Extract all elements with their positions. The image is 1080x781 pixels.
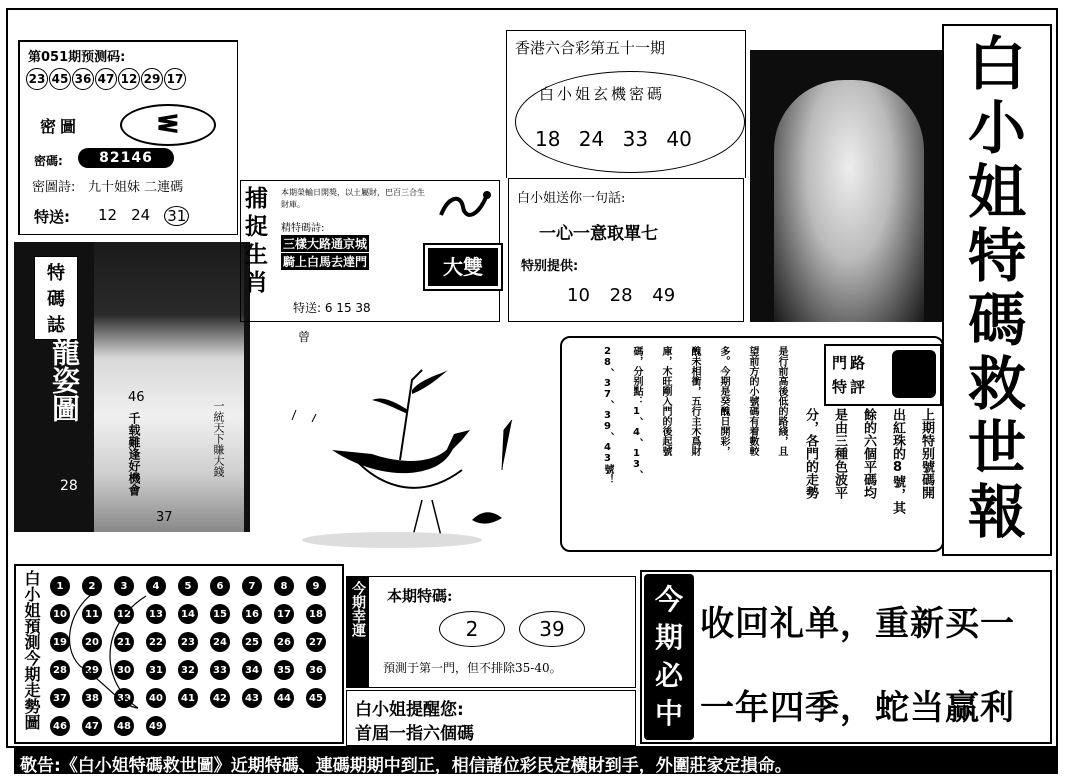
num-28: 28 bbox=[60, 478, 78, 494]
grid-ball: 37 bbox=[50, 688, 70, 708]
title-char: 特 bbox=[967, 222, 1026, 290]
reminder-line2: 首屆一指六個碼 bbox=[355, 724, 474, 744]
period-label: 第051期预测码: bbox=[28, 50, 126, 65]
badge-line2: 特評 bbox=[832, 378, 869, 396]
must-win-char: 今 bbox=[654, 583, 683, 616]
grid-ball: 11 bbox=[82, 604, 102, 624]
trend-curve bbox=[50, 576, 340, 742]
grid-ball: 23 bbox=[178, 632, 198, 652]
ball: 17 bbox=[164, 68, 186, 90]
grid-ball: 47 bbox=[82, 716, 102, 736]
grid-ball: 49 bbox=[146, 716, 166, 736]
review-column: 28、37、39、43號！ bbox=[602, 346, 613, 484]
grid-ball: 20 bbox=[82, 632, 102, 652]
grid-ball: 17 bbox=[274, 604, 294, 624]
grid-ball: 46 bbox=[50, 716, 70, 736]
review-column: 上期特别號碼開 bbox=[919, 408, 934, 499]
num-37: 37 bbox=[156, 510, 173, 525]
grid-ball: 3 bbox=[114, 576, 134, 596]
grid-ball: 14 bbox=[178, 604, 198, 624]
review-column: 碼，分别點：1、4、13、 bbox=[631, 346, 642, 480]
sentence-panel bbox=[508, 178, 744, 322]
grid-ball: 12 bbox=[114, 604, 134, 624]
woman-figure bbox=[94, 242, 244, 532]
mima-value: 82146 bbox=[78, 148, 174, 168]
grid-ball: 42 bbox=[210, 688, 230, 708]
review-badge bbox=[824, 344, 942, 406]
grid-ball: 29 bbox=[82, 660, 102, 680]
ball: 12 bbox=[118, 68, 140, 90]
poem-line2: 騎上白馬去達門 bbox=[283, 255, 368, 269]
footer-text: 敬告:《白小姐特碼救世圖》近期特碼、連碼期期中到正，相信諸位彩民定橫財到手，外圍莊家定損命。 bbox=[20, 756, 792, 776]
title-char: 姐 bbox=[967, 158, 1026, 226]
ball: 23 bbox=[26, 68, 48, 90]
must-win-line1: 收回礼单，重新买一 bbox=[700, 604, 1015, 644]
zodiac-title-char: 肖 bbox=[245, 270, 268, 296]
grid-ball: 13 bbox=[146, 604, 166, 624]
lucky-title: 本期特碼: bbox=[387, 587, 453, 605]
badge-art-icon bbox=[892, 350, 936, 398]
grid-ball: 4 bbox=[146, 576, 166, 596]
right-photo bbox=[750, 50, 942, 322]
grid-ball: 26 bbox=[274, 632, 294, 652]
grid-ball: 27 bbox=[306, 632, 326, 652]
grid-ball: 16 bbox=[242, 604, 262, 624]
grid-ball: 39 bbox=[114, 688, 134, 708]
grid-ball: 22 bbox=[146, 632, 166, 652]
review-column: 是行前高後低的路綫，且 bbox=[776, 346, 787, 456]
tesong-values bbox=[98, 206, 189, 226]
grid-ball: 7 bbox=[242, 576, 262, 596]
special-numbers: 10 28 49 bbox=[567, 285, 676, 306]
grid-ball: 24 bbox=[210, 632, 230, 652]
grid-ball: 41 bbox=[178, 688, 198, 708]
lucky-panel bbox=[346, 576, 636, 688]
special-label: 特别提供: bbox=[521, 259, 579, 274]
grid-ball: 48 bbox=[114, 716, 134, 736]
grid-ball: 45 bbox=[306, 688, 326, 708]
ball: 47 bbox=[95, 68, 117, 90]
lucky-number: 39 bbox=[519, 611, 585, 647]
grid-ball: 40 bbox=[146, 688, 166, 708]
poem-label: 精特碼詩: bbox=[281, 223, 325, 234]
review-column: 多。今期是癸醜日開彩， bbox=[718, 346, 729, 456]
grid-ball: 30 bbox=[114, 660, 134, 680]
zeng-char: 曾 bbox=[298, 330, 311, 344]
da-shuang-badge: 大雙 bbox=[425, 245, 501, 289]
woman-figure-2 bbox=[774, 80, 924, 322]
mitushi-label: 密圖詩: bbox=[32, 180, 76, 195]
grid-ball: 34 bbox=[242, 660, 262, 680]
review-column: 餘的六個平碼均 bbox=[861, 408, 876, 499]
banner-char: 碼 bbox=[47, 289, 65, 310]
hk-panel bbox=[506, 30, 746, 178]
mitu-label: 密圖 bbox=[40, 117, 81, 136]
grid-ball: 43 bbox=[242, 688, 262, 708]
prediction-balls bbox=[26, 68, 187, 90]
grid-side-title: 白小姐預測今期走勢圖 bbox=[22, 570, 41, 730]
title-char: 報 bbox=[967, 478, 1026, 546]
mitu-oval bbox=[120, 104, 216, 146]
grid-ball: 38 bbox=[82, 688, 102, 708]
ball: 29 bbox=[141, 68, 163, 90]
grid-ball: 21 bbox=[114, 632, 134, 652]
zodiac-tesong: 特送: 6 15 38 bbox=[293, 301, 371, 315]
grid-ball: 9 bbox=[306, 576, 326, 596]
hk-oval-title: 白小姐玄機密碼 bbox=[539, 85, 666, 103]
left-photo bbox=[14, 242, 250, 532]
grid-ball: 19 bbox=[50, 632, 70, 652]
grid-ball: 35 bbox=[274, 660, 294, 680]
sentence-title: 白小姐送你一句話: bbox=[517, 191, 626, 206]
zodiac-title-char: 捕 bbox=[245, 186, 268, 212]
grid-ball: 18 bbox=[306, 604, 326, 624]
badge-line1: 門路 bbox=[832, 354, 869, 372]
zodiac-title bbox=[245, 185, 268, 297]
script-text: 龍姿圖 bbox=[48, 338, 81, 422]
grid-ball: 10 bbox=[50, 604, 70, 624]
tesong-label: 特送: bbox=[34, 208, 70, 226]
catch-zodiac-panel bbox=[240, 180, 500, 322]
must-win-panel bbox=[640, 570, 1052, 744]
left-banner bbox=[34, 256, 78, 340]
mitushi-value: 九十姐妹 二連碼 bbox=[88, 180, 184, 195]
hk-title: 香港六合彩第五十一期 bbox=[515, 39, 666, 57]
review-column: 醜未相衝，五行主木爲財 bbox=[689, 346, 700, 456]
tesong-number: 31 bbox=[164, 206, 189, 226]
grid-ball: 44 bbox=[274, 688, 294, 708]
grid-ball: 36 bbox=[306, 660, 326, 680]
bird-painting bbox=[272, 350, 552, 556]
mitu-glyph: ᓬ bbox=[156, 110, 180, 140]
reminder-panel bbox=[346, 690, 636, 746]
lucky-side-text: 今期幸運 bbox=[350, 581, 366, 637]
title-char: 白 bbox=[967, 30, 1026, 98]
review-column: 望前方的小號碼有着數較 bbox=[747, 346, 758, 456]
must-win-side bbox=[644, 574, 694, 740]
grid-ball: 15 bbox=[210, 604, 230, 624]
hk-numbers: 18 24 33 40 bbox=[535, 127, 692, 151]
review-panel bbox=[560, 336, 944, 552]
banner-char: 誌 bbox=[47, 315, 65, 336]
ball: 45 bbox=[49, 68, 71, 90]
snake-icon bbox=[437, 185, 493, 227]
tesong-number: 24 bbox=[131, 206, 151, 224]
grid-ball: 8 bbox=[274, 576, 294, 596]
main-title-panel bbox=[942, 24, 1052, 556]
grid-ball: 2 bbox=[82, 576, 102, 596]
must-win-line2: 一年四季，蛇当赢利 bbox=[700, 688, 1015, 728]
grid-ball: 28 bbox=[50, 660, 70, 680]
main-title bbox=[944, 32, 1050, 544]
zodiac-desc: 本期榮輸日開獎，以土屬財，巴百三合生財庫。 bbox=[281, 188, 425, 209]
lucky-note: 預測于第一門，但不排除35-40。 bbox=[383, 661, 562, 675]
sentence-phrase: 一心一意取單七 bbox=[539, 224, 658, 244]
review-column: 是由三種色波平 bbox=[832, 408, 847, 499]
grid-ball: 33 bbox=[210, 660, 230, 680]
ball: 36 bbox=[72, 68, 94, 90]
title-char: 救 bbox=[967, 350, 1026, 418]
grid-ball: 5 bbox=[178, 576, 198, 596]
lucky-number: 2 bbox=[439, 611, 505, 647]
grid-ball: 6 bbox=[210, 576, 230, 596]
title-char: 小 bbox=[967, 94, 1026, 162]
must-win-char: 中 bbox=[654, 697, 683, 730]
review-column: 庫，木旺剛入門的後起號 bbox=[660, 346, 671, 456]
lucky-side-title bbox=[347, 577, 369, 687]
grid-ball: 32 bbox=[178, 660, 198, 680]
grid-ball: 1 bbox=[50, 576, 70, 596]
review-column: 分，各門的走勢 bbox=[803, 408, 818, 499]
prediction-panel bbox=[18, 40, 238, 235]
poem-line1: 三樣大路通京城 bbox=[283, 237, 368, 251]
num-46: 46 bbox=[128, 390, 145, 405]
banner-char: 特 bbox=[47, 263, 65, 284]
must-win-char: 期 bbox=[654, 621, 683, 654]
grid-ball: 25 bbox=[242, 632, 262, 652]
trend-grid-panel bbox=[14, 564, 344, 744]
zodiac-title-char: 捉 bbox=[245, 214, 268, 240]
caption-1: 千载難逢好機會 bbox=[127, 412, 141, 496]
zodiac-title-char: 生 bbox=[245, 242, 268, 268]
review-column: 出紅珠的8號，其 bbox=[890, 408, 905, 514]
caption-2: 一統天下賺大錢 bbox=[212, 400, 225, 477]
footer-banner bbox=[14, 748, 1058, 774]
reminder-line1: 白小姐提醒您: bbox=[355, 700, 464, 720]
grid-ball: 31 bbox=[146, 660, 166, 680]
mima-label: 密碼: bbox=[34, 154, 63, 168]
title-char: 世 bbox=[967, 414, 1026, 482]
must-win-char: 必 bbox=[654, 659, 683, 692]
title-char: 碼 bbox=[967, 286, 1026, 354]
tesong-number: 12 bbox=[98, 206, 118, 224]
